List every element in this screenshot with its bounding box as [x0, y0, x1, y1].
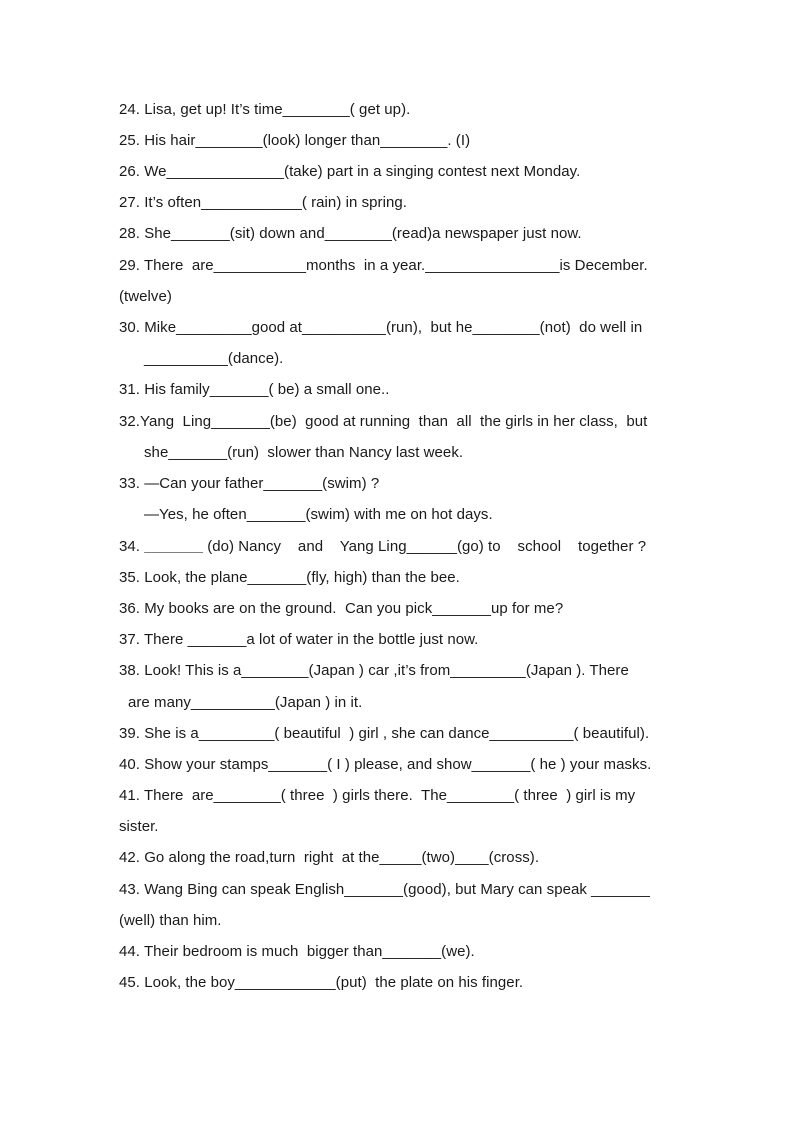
question-27: 27. It’s often____________( rain) in spring. — [119, 194, 407, 211]
question-36: 36. My books are on the ground. Can you pick_______up for me? — [119, 600, 564, 617]
question-34-number: 34. — [119, 538, 145, 555]
question-32-cont: she_______(run) slower than Nancy last week. — [144, 444, 464, 461]
question-30: 30. Mike_________good at__________(run), but he________(not) do well in — [119, 319, 643, 336]
question-33-number: 33. — [119, 475, 145, 492]
question-44: 44. Their bedroom is much bigger than_______(we). — [119, 943, 475, 960]
question-33-answer: —Yes, he often_______(swim) with me on hot days. — [144, 506, 493, 523]
question-29-hint: (twelve) — [119, 288, 172, 305]
question-35: 35. Look, the plane_______(fly, high) than the bee. — [119, 569, 460, 586]
question-28: 28. She_______(sit) down and________(read)a newspaper just now. — [119, 225, 582, 242]
question-33-prompt: —Can your father_______(swim) ? — [144, 475, 380, 492]
question-38: 38. Look! This is a________(Japan ) car ,it’s from_________(Japan ). There — [119, 662, 629, 679]
question-30-cont: __________(dance). — [144, 350, 284, 367]
question-41-cont: sister. — [119, 818, 159, 835]
question-43-cont: (well) than him. — [119, 912, 222, 929]
question-32: 32.Yang Ling_______(be) good at running than all the girls in her class, but — [119, 413, 648, 430]
question-43: 43. Wang Bing can speak English_______(good), but Mary can speak _______ — [119, 881, 650, 898]
question-37: 37. There _______a lot of water in the bottle just now. — [119, 631, 479, 648]
question-33 — [119, 474, 379, 494]
question-41: 41. There are________( three ) girls there. The________( three ) girl is my — [119, 787, 636, 804]
question-34-blank: _______ — [144, 538, 203, 555]
question-24: 24. Lisa, get up! It’s time________( get up). — [119, 101, 411, 118]
question-29: 29. There are___________months in a year.________________is December. — [119, 257, 648, 274]
question-38-cont: are many__________(Japan ) in it. — [128, 694, 363, 711]
question-45: 45. Look, the boy____________(put) the plate on his finger. — [119, 974, 524, 991]
question-34-text: (do) Nancy and Yang Ling______(go) to school together ? — [202, 538, 647, 555]
question-25: 25. His hair________(look) longer than________. (I) — [119, 132, 471, 149]
question-26: 26. We______________(take) part in a singing contest next Monday. — [119, 163, 581, 180]
question-40: 40. Show your stamps_______( I ) please, and show_______( he ) your masks. — [119, 756, 652, 773]
question-39: 39. She is a_________( beautiful ) girl , she can dance__________( beautiful). — [119, 725, 650, 742]
question-42: 42. Go along the road,turn right at the_____(two)____(cross). — [119, 849, 540, 866]
question-31: 31. His family_______( be) a small one.. — [119, 381, 390, 398]
question-34 — [119, 537, 646, 557]
